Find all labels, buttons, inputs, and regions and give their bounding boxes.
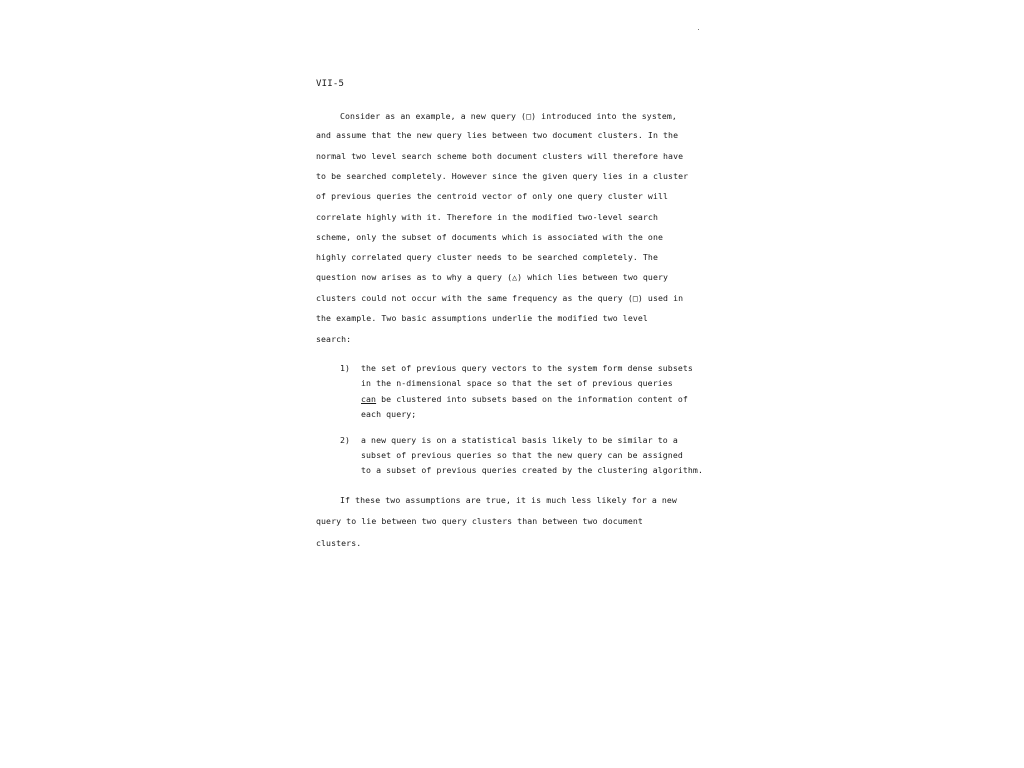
paragraph-2-line: clusters. [316, 538, 362, 548]
paragraph-1-line: the example. Two basic assumptions underlie the modified two level [316, 313, 648, 323]
list-item-1-line: the set of previous query vectors to the system form dense subsets [361, 363, 693, 373]
paragraph-2-line: query to lie between two query clusters than between two document [316, 516, 643, 526]
paragraph-1-line: and assume that the new query lies between two document clusters. In the [316, 130, 679, 140]
paragraph-1-line: search: [316, 334, 352, 344]
emphasized-word: can [361, 394, 377, 404]
list-item-1-marker: 1) [340, 363, 351, 373]
list-item-1-line: each query; [361, 409, 417, 419]
page-number: VII-5 [316, 79, 345, 89]
list-item-1-line: in the n-dimensional space so that the set of previous queries [361, 378, 673, 388]
list-item-2-marker: 2) [340, 435, 351, 445]
paragraph-1-line: to be searched completely. However since the given query lies in a cluster [316, 171, 689, 181]
paragraph-1-line: clusters could not occur with the same frequency as the query (□) used in [316, 293, 684, 303]
list-item-2-line: subset of previous queries so that the new query can be assigned [361, 450, 683, 460]
paragraph-2-line: If these two assumptions are true, it is much less likely for a new [340, 495, 677, 505]
paragraph-1-line: highly correlated query cluster needs to be searched completely. The [316, 252, 658, 262]
paragraph-1-line: correlate highly with it. Therefore in the modified two-level search [316, 212, 658, 222]
paragraph-1-line: Consider as an example, a new query (□) introduced into the system, [340, 111, 677, 121]
list-item-2-line: a new query is on a statistical basis likely to be similar to a [361, 435, 678, 445]
paragraph-1-line: of previous queries the centroid vector of only one query cluster will [316, 191, 669, 201]
paragraph-1-line: normal two level search scheme both document clusters will therefore have [316, 151, 684, 161]
scan-speck [698, 29, 699, 30]
list-item-2-line: to a subset of previous queries created by the clustering algorithm. [361, 465, 703, 475]
list-item-1-line-rest: be clustered into subsets based on the information content of [376, 394, 688, 404]
paragraph-1-line: question now arises as to why a query (△) which lies between two query [316, 272, 669, 282]
list-item-1-line [361, 393, 688, 405]
paragraph-1-line: scheme, only the subset of documents which is associated with the one [316, 232, 664, 242]
